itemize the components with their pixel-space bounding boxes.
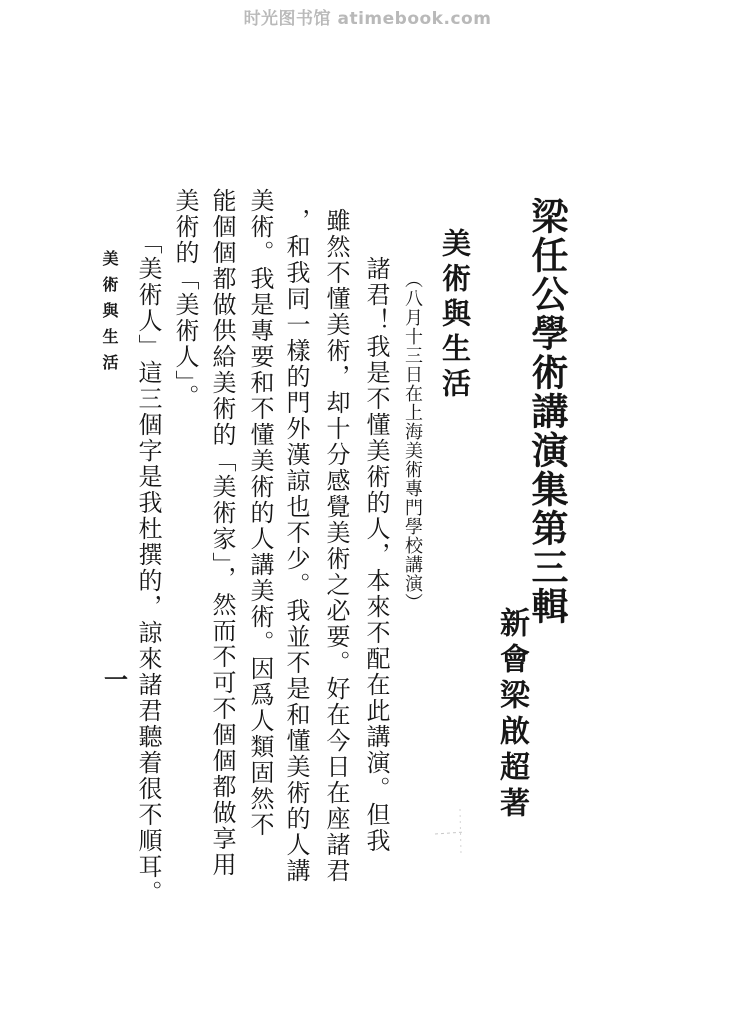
body-line: 能個個都做供給美術的「美術家」，然而不可不個個都做享用 xyxy=(208,188,236,878)
page-number: 一 xyxy=(104,665,128,694)
lecture-note: （八月十三日在上海美術專門學校講演） xyxy=(402,270,423,612)
body-line: 美術。我是專要和不懂美術的人講美術。因爲人類固然不 xyxy=(246,188,274,838)
book-title: 梁任公學術講演集第三輯 xyxy=(525,197,569,626)
body-line: 雖然不懂美術，却十分感覺美術之必要。好在今日在座諸君 xyxy=(322,208,350,884)
body-line: 「美術人」這三個字是我杜撰的，諒來諸君聽着很不順耳。 xyxy=(134,230,162,906)
scan-smudge-decoration xyxy=(430,804,470,864)
lecture-title: 美術與生活 xyxy=(438,228,472,403)
running-head: 美術與生活 xyxy=(100,250,119,380)
body-line: 美術的「美術人」。 xyxy=(171,188,199,410)
watermark: 时光图书馆 atimebook.com xyxy=(243,9,492,29)
scan-smudge-icon xyxy=(430,804,470,864)
body-line: 諸君！我是不懂美術的人，本來不配在此講演。但我 xyxy=(362,256,390,854)
body-line: ，和我同一樣的門外漢諒也不少。我並不是和懂美術的人講 xyxy=(282,208,310,884)
author-credit: 新會梁啟超著 xyxy=(494,607,529,823)
